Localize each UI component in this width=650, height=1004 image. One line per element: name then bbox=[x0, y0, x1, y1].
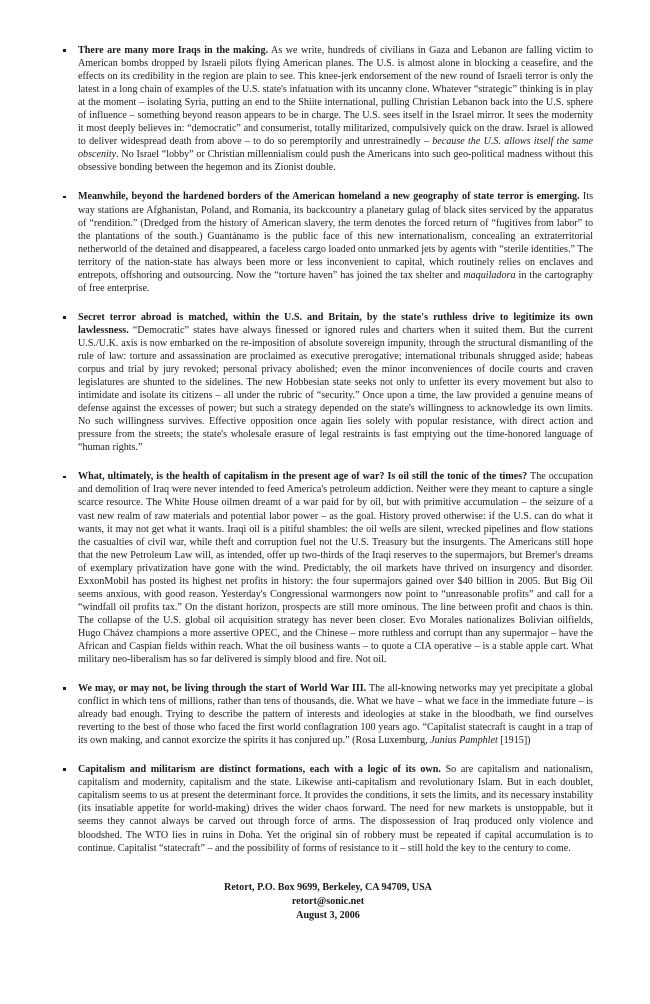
bullet-body-text-continued: [1915]) bbox=[497, 735, 531, 747]
bullet-lead-sentence: We may, or may not, be living through the start of World War III. bbox=[78, 683, 367, 695]
bullet-marker-icon bbox=[63, 687, 66, 690]
bullet-body-text: The all-knowing networks may yet precipitate a global conflict in which tens of millions, rather than tens of thousands, die. What we have – what we face in the immediate future – is already bad enough. Trying to describe the pattern of interests and ideologies at stake in the bloodbath, we find ourselves reverting to the best of those who faced the first world conflagration 100 years ago. “Capitalist statecraft is caught in a trap of its own making, and cannot exorcize the spirits it has conjured up.” (Rosa Luxemburg, bbox=[78, 683, 593, 747]
list-item bbox=[63, 311, 593, 455]
footer-date: August 3, 2006 bbox=[296, 910, 360, 922]
list-item bbox=[63, 682, 593, 747]
bullet-italic-phrase: Junius Pamphlet bbox=[430, 735, 498, 747]
bullet-body-text: So are capitalism and nationalism, capitalism and modernity, capitalism and the state. Likewise anti-capitalism and revolutionary Islam. But in each doublet, capitalism seems to us at present the determinant force. It provides the conditions, it sets the limits, and its necessary instability (its insatiable appetite for world-making) drives the wider chaos forward. The need for new markets is unstoppable, but it seems they cannot always be carved out through force of arms. The dispossession of Iraq produced only violence and bloodshed. The WTO lies in ruins in Doha. Yet the original sin of robbery must be repeated if capital accumulation is to continue. Capitalist “statecraft” – and the possibility of forms of resistance to it – still hold the key to the century to come. bbox=[78, 764, 594, 854]
list-item bbox=[63, 44, 593, 174]
bullet-marker-icon bbox=[63, 196, 66, 199]
bullet-marker-icon bbox=[63, 49, 66, 52]
statement-bullet-list bbox=[63, 44, 593, 855]
bullet-marker-icon bbox=[63, 316, 66, 319]
bullet-marker-icon bbox=[63, 768, 66, 771]
bullet-lead-sentence: There are many more Iraqs in the making. bbox=[78, 45, 269, 56]
footer-postal-address: Retort, P.O. Box 9699, Berkeley, CA 94709, USA bbox=[224, 881, 432, 893]
footer-email-address: retort@sonic.net bbox=[291, 896, 365, 908]
list-item bbox=[63, 763, 593, 854]
bullet-lead-sentence: What, ultimately, is the health of capitalism in the present age of war? Is oil still the tonic of the times? bbox=[78, 471, 528, 483]
list-item bbox=[63, 470, 593, 666]
bullet-italic-phrase: maquiladora bbox=[463, 269, 516, 281]
bullet-italic-phrase: because the U.S. allows itself the same obscenity bbox=[78, 136, 593, 161]
bullet-body-text-continued: in the cartography of free enterprise. bbox=[78, 269, 593, 294]
bullet-body-text: The occupation and demolition of Iraq were never intended to feed America's petroleum addiction. Neither were they meant to capture a single scarce resource. The White House oilmen dreamt of a war paid for by oil, but with primitive accumulation – the seizure of a vast new realm of raw materials and potential labor power – as the goal. History proved otherwise: if the U.S. can do what it wants, it may not get what it wants. Iraqi oil is a pitiful shambles: the oil wells are silent, wrecked pipelines and flow stations the casualties of civil war, while theft and corruption fuel not the U.S. Treasury but the insurgents. The Americans still hope that the new Petroleum Law will, as intended, offer up two-thirds of the Iraqi reserves to the supermajors, but Bremer's dreams of exemplary privatization have gone with the wind. Predictably, the oil markets have thrived on insurgency and disorder. ExxonMobil has posted its highest net profits in history: the four supermajors gained over $40 billion in 2005. But Big Oil seems anxious, with good reason. Yesterday's Congressional warmongers now point to “unreasonable profits” and call for a “windfall oil profits tax.” On the distant horizon, prospects are still more ominous. The line between profit and chaos is thin. The collapse of the U.S. global oil acquisition strategy has never been closer. Evo Morales nationalizes Bolivian oilfields, Hugo Chávez champions a more assertive OPEC, and the Chinese – more ruthless and corrupt than any supermajor – have the African and Caspian fields within reach. What the oil business wants – to quote a CIA operative – is a stable apple cart. What military neo-liberalism has so far delivered is simply blood and fire. Not oil. bbox=[78, 471, 593, 666]
bullet-lead-sentence: Capitalism and militarism are distinct formations, each with a logic of its own. bbox=[78, 764, 441, 776]
bullet-lead-sentence: Secret terror abroad is matched, within the U.S. and Britain, by the state's ruthless drive to legitimize its own lawlessness. bbox=[78, 311, 593, 336]
list-item bbox=[63, 190, 593, 294]
document-footer bbox=[63, 881, 593, 924]
bullet-body-text: Its way stations are Afghanistan, Poland, and Romania, its backcountry a planetary gulag of black sites serviced by the apparatus of “rendition.” (Dredged from the history of American slavery, the term denotes the forced return of “fugitives from labor” to the plantations of the south.) Guantánamo is the public face of this new internationalism, concealing an extraterritorial netherworld of the detained and disappeared, a faceless cargo loaded onto unmarked jets by agents with “sterile identities.” The territory of the nation-state has always been more or less inconvenient to capital, which routinely relies on enclaves and entrepots, offshoring and outsourcing. Now the “torture haven” has joined the tax shelter and bbox=[78, 191, 593, 281]
bullet-body-text: “Democratic” states have always finessed or ignored rules and charters when it suited them. But the current U.S./U.K. axis is now embarked on the re-imposition of absolute sovereign impunity, through the structural dismantling of the rule of law: torture and assassination are proclaimed as executive prerogative; international tribunals shrugged aside; habeas corpus and trial by jury revoked; personal privacy abolished; even the minor inconveniences of docile courts and craven legislatures are shunted to the sidelines. The new Hobbesian state seeks not only to unfetter its every movement but also to intimidate and isolate its citizens – all under the rubric of “security.” Once upon a time, the law provided a genuine means of defense against the excesses of power; but such a strategy depended on the state's willingness to acknowledge its own limits. No such willingness survives. Effective opposition once again lies solely with popular resistance, with direct action and pressure from the streets; the state's wholesale erasure of legal restraints is fast emptying out the time-honored language of “human rights.” bbox=[78, 324, 593, 454]
bullet-lead-sentence: Meanwhile, beyond the hardened borders of the American homeland a new geography of state terror is emerging. bbox=[78, 191, 580, 203]
bullet-body-text: As we write, hundreds of civilians in Gaza and Lebanon are falling victim to American bombs dropped by Israeli pilots flying American planes. The U.S. is almost alone in blocking a ceasefire, and the effects on its credibility in the region are plain to see. This knee-jerk endorsement of the new round of Israeli terror is only the latest in a long chain of examples of the U.S. state's infatuation with its uncanny clone. Whatever “strategic” thinking is in play at the moment – isolating Syria, putting an end to the Shiite international, pulling Christian Lebanon back into the U.S. sphere of influence – something beyond reason appears to be in charge. The U.S. sees itself in the Israel mirror. It sees the modernity it most deeply believes in: “democratic” and consumerist, totally militarized, compulsively quick on the draw. Israel is allowed to deliver widespread death from above – to do so peremptorily and unrestrainedly – bbox=[78, 45, 593, 148]
bullet-marker-icon bbox=[63, 476, 66, 479]
bullet-body-text-continued: . No Israel “lobby” or Christian millennialism could push the Americans into such geo-political madness without this obsessive bonding between the hegemon and its Zionist double. bbox=[78, 149, 593, 174]
